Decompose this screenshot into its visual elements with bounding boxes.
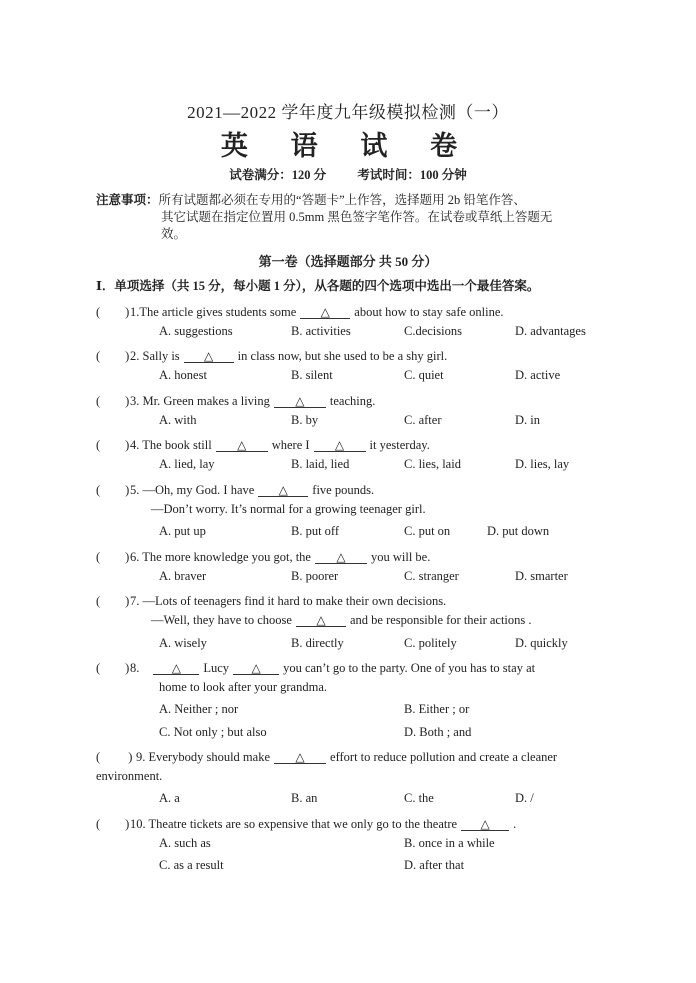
notice — [96, 192, 608, 243]
question-4: ( )4. The book still △ where I △ it yesterday. — [96, 435, 430, 453]
q1-option-d: D. advantages — [515, 324, 586, 338]
answer-blank: △ — [184, 350, 234, 363]
q4-option-b: B. laid, lied — [291, 457, 350, 471]
answer-blank: △ — [274, 751, 326, 764]
q5-option-b: B. put off — [291, 524, 340, 538]
full-score: 试卷满分：120 分 — [229, 168, 327, 182]
q8-option-a: A. Neither ; nor — [159, 702, 239, 716]
answer-paren[interactable]: ( ) — [96, 661, 130, 675]
q7-option-c: C. politely — [404, 636, 457, 650]
q6-option-b: B. poorer — [291, 569, 339, 583]
exam-meta — [0, 165, 696, 183]
q1-option-c: C.decisions — [404, 324, 462, 338]
q10-option-b: B. once in a while — [404, 836, 495, 850]
answer-paren[interactable]: ( ) — [96, 438, 130, 452]
question-10: ( )10. Theatre tickets are so expensive that we only go to the theatre △ . — [96, 814, 516, 832]
q6-option-c: C. stranger — [404, 569, 459, 583]
answer-paren[interactable]: ( ) — [96, 483, 130, 497]
q4-option-d: D. lies, lay — [515, 457, 570, 471]
question-5: ( )5. —Oh, my God. I have △ five pounds. — [96, 480, 374, 498]
q3-option-d: D. in — [515, 413, 540, 427]
section-heading: Ⅰ．单项选择（共 15 分，每小题 1 分），从各题的四个选项中选出一个最佳答案。 — [96, 279, 540, 293]
part-heading: 第一卷（选择题部分 共 50 分） — [258, 254, 438, 269]
answer-paren[interactable]: ( ) — [96, 305, 130, 319]
question-3: ( )3. Mr. Green makes a living △ teaching. — [96, 391, 375, 409]
exam-time: 考试时间：100 分钟 — [357, 168, 467, 182]
answer-paren[interactable]: ( ) — [96, 349, 130, 363]
answer-blank: △ — [216, 439, 268, 452]
q2-option-c: C. quiet — [404, 368, 444, 382]
q9-option-a: A. a — [159, 791, 180, 805]
notice-text-3: 效。 — [161, 227, 187, 241]
exam-year-title: 2021—2022 学年度九年级模拟检测（一） — [187, 103, 509, 122]
q10-option-c: C. as a result — [159, 858, 224, 872]
notice-text-1: 所有试题都必须在专用的“答题卡”上作答，选择题用 2b 铅笔作答、 — [158, 193, 526, 207]
q4-option-a: A. lied, lay — [159, 457, 215, 471]
answer-paren[interactable]: ( ) — [96, 394, 130, 408]
answer-blank: △ — [274, 395, 326, 408]
answer-blank: △ — [153, 662, 199, 675]
question-9-line-2: environment. — [96, 769, 163, 783]
question-8: ( )8. △ Lucy △ you can’t go to the party. One of you has to stay at — [96, 658, 535, 676]
answer-paren[interactable]: ( ) — [96, 594, 130, 608]
notice-text-2: 其它试题在指定位置用 0.5mm 黑色签字笔作答。在试卷或草纸上答题无 — [161, 210, 553, 224]
q5-option-a: A. put up — [159, 524, 206, 538]
answer-paren[interactable]: ( ) — [96, 750, 133, 764]
question-7: ( )7. —Lots of teenagers find it hard to make their own decisions. — [96, 591, 446, 609]
q5-option-d: D. put down — [487, 524, 550, 538]
q9-option-c: C. the — [404, 791, 434, 805]
answer-blank: △ — [300, 306, 350, 319]
q3-option-b: B. by — [291, 413, 319, 427]
question-1: ( )1.The article gives students some △ about how to stay safe online. — [96, 302, 504, 320]
q3-option-c: C. after — [404, 413, 442, 427]
q1-option-a: A. suggestions — [159, 324, 233, 338]
q2-option-d: D. active — [515, 368, 561, 382]
answer-blank: △ — [296, 614, 346, 627]
question-7-line-2: —Well, they have to choose △ and be responsible for their actions . — [151, 613, 532, 627]
q3-option-a: A. with — [159, 413, 197, 427]
q7-option-a: A. wisely — [159, 636, 207, 650]
answer-blank: △ — [461, 818, 509, 831]
q9-option-b: B. an — [291, 791, 318, 805]
q1-option-b: B. activities — [291, 324, 351, 338]
question-8-line-2: home to look after your grandma. — [159, 680, 328, 694]
q7-option-b: B. directly — [291, 636, 344, 650]
q4-option-c: C. lies, laid — [404, 457, 461, 471]
answer-blank: △ — [258, 484, 308, 497]
question-2: ( )2. Sally is △ in class now, but she used to be a shy girl. — [96, 346, 447, 364]
answer-blank: △ — [315, 551, 367, 564]
q7-option-d: D. quickly — [515, 636, 568, 650]
q8-option-c: C. Not only ; but also — [159, 725, 267, 739]
q6-option-d: D. smarter — [515, 569, 568, 583]
answer-blank: △ — [314, 439, 366, 452]
q2-option-b: B. silent — [291, 368, 333, 382]
answer-paren[interactable]: ( ) — [96, 817, 130, 831]
q8-option-b: B. Either ; or — [404, 702, 470, 716]
question-6: ( )6. The more knowledge you got, the △ you will be. — [96, 547, 430, 565]
question-5-line-2: —Don’t worry. It’s normal for a growing teenager girl. — [151, 502, 426, 516]
answer-blank: △ — [233, 662, 279, 675]
q2-option-a: A. honest — [159, 368, 207, 382]
q5-option-c: C. put on — [404, 524, 451, 538]
q10-option-a: A. such as — [159, 836, 211, 850]
q9-option-d: D. / — [515, 791, 534, 805]
q6-option-a: A. braver — [159, 569, 207, 583]
exam-subject-title: 英 语 试 卷 — [220, 131, 476, 161]
question-9: ( ) 9. Everybody should make △ effort to reduce pollution and create a cleaner — [96, 747, 557, 765]
q8-option-d: D. Both ; and — [404, 725, 472, 739]
notice-label: 注意事项： — [96, 193, 159, 207]
answer-paren[interactable]: ( ) — [96, 550, 130, 564]
q10-option-d: D. after that — [404, 858, 465, 872]
